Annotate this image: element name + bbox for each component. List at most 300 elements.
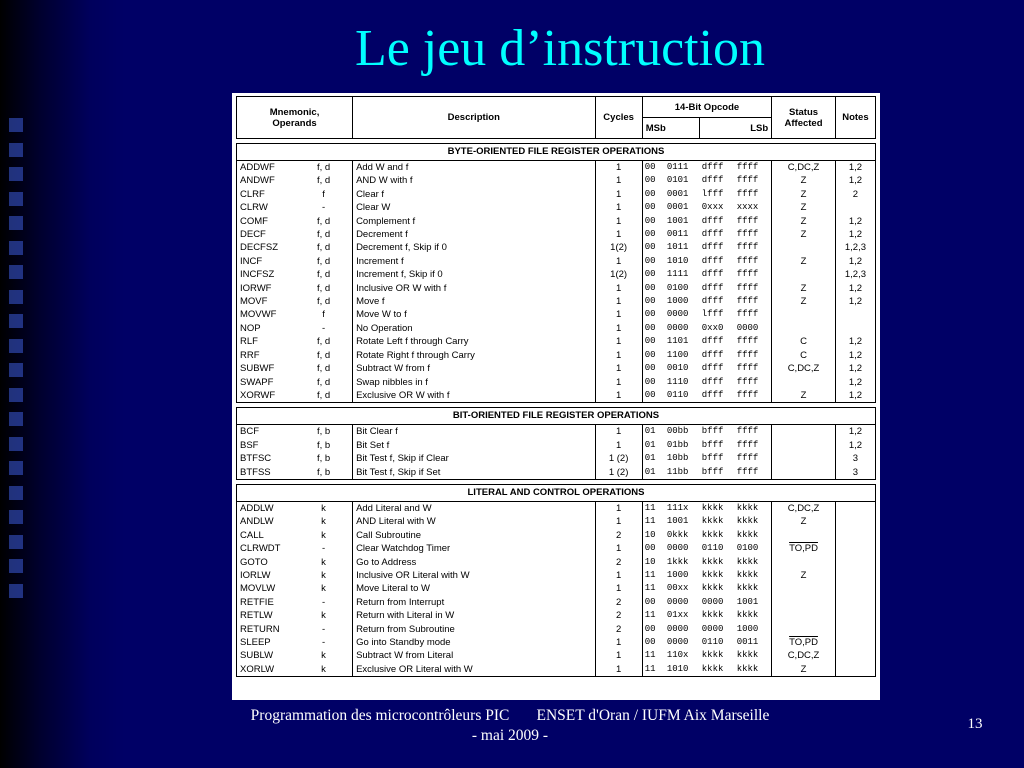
decor-square — [9, 192, 23, 206]
status-cell: Z — [772, 282, 836, 295]
status-cell — [772, 439, 836, 452]
status-cell: Z — [772, 295, 836, 308]
operands-cell: f, d — [295, 174, 353, 187]
cycles-cell: 1 — [595, 569, 642, 582]
notes-cell: 1,2 — [835, 362, 875, 375]
status-cell — [772, 582, 836, 595]
description-cell: Move f — [353, 295, 595, 308]
notes-cell — [835, 529, 875, 542]
opcode-msb-cell: 00 — [644, 596, 656, 607]
opcode-cell: kkkk — [701, 556, 724, 567]
notes-cell: 1,2 — [835, 376, 875, 389]
cycles-cell: 1 — [595, 425, 642, 439]
opcode-cell: 00xx — [666, 583, 689, 594]
opcode-cell: 0xx0 — [701, 322, 724, 333]
notes-cell: 1,2 — [835, 295, 875, 308]
opcode-cell: 0000 — [666, 309, 689, 320]
notes-cell — [835, 515, 875, 528]
opcode-lsb-cell: ffff — [735, 188, 772, 201]
table-row — [237, 268, 876, 281]
opcode-cell: kkkk — [701, 516, 724, 527]
section-header-row — [237, 408, 876, 425]
decor-square — [9, 584, 23, 598]
slide-footer — [160, 706, 860, 746]
table-row — [237, 609, 876, 622]
opcode-cell: 1001 — [666, 215, 689, 226]
decor-square — [9, 412, 23, 426]
mnemonic-cell: XORLW — [237, 663, 296, 677]
description-cell: Bit Test f, Skip if Set — [353, 466, 595, 480]
status-cell — [772, 623, 836, 636]
opcode-cell: 1010 — [665, 663, 700, 677]
opcode-msb-cell: 00 — [644, 376, 656, 387]
footer-line-2: - mai 2009 - — [471, 727, 549, 744]
header-lsb: LSb — [700, 118, 772, 139]
table-row — [237, 466, 876, 480]
opcode-msb-cell: 01 — [644, 439, 656, 450]
opcode-lsb-cell: ffff — [735, 425, 772, 439]
table-row — [237, 362, 876, 375]
status-cell — [772, 529, 836, 542]
description-cell: Swap nibbles in f — [353, 376, 595, 389]
operands-cell: f, d — [295, 228, 353, 241]
opcode-cell: dfff — [701, 336, 724, 347]
table-row — [237, 542, 876, 555]
opcode-msb-cell: 11 — [642, 663, 665, 677]
opcode-lsb-cell: ffff — [735, 228, 772, 241]
description-cell: Go to Address — [353, 556, 595, 569]
notes-cell — [835, 596, 875, 609]
opcode-lsb-cell: kkkk — [735, 609, 772, 622]
opcode-lsb-cell: kkkk — [735, 501, 772, 515]
table-row — [237, 663, 876, 677]
opcode-cell: 0000 — [666, 543, 689, 554]
opcode-msb-cell: 00 — [644, 215, 656, 226]
notes-cell: 1,2 — [835, 228, 875, 241]
table-row — [237, 282, 876, 295]
notes-cell: 1,2 — [835, 255, 875, 268]
opcode-lsb-cell: ffff — [735, 452, 772, 465]
description-cell: Add Literal and W — [353, 501, 595, 515]
operands-cell: f, d — [295, 376, 353, 389]
mnemonic-cell: SUBLW — [237, 649, 296, 662]
opcode-cell: 00bb — [666, 426, 689, 437]
operands-cell: f, d — [295, 268, 353, 281]
decor-square — [9, 290, 23, 304]
header-mnemonic-label: Mnemonic, — [269, 106, 320, 118]
mnemonic-cell: RETURN — [237, 623, 296, 636]
cycles-cell: 1 — [595, 228, 642, 241]
opcode-cell: kkkk — [701, 650, 724, 661]
operands-cell: f, d — [295, 215, 353, 228]
opcode-cell: 1100 — [666, 349, 689, 360]
cycles-cell: 1 — [595, 389, 642, 403]
decor-square — [9, 265, 23, 279]
mnemonic-cell: COMF — [237, 215, 296, 228]
cycles-cell: 1 — [595, 188, 642, 201]
mnemonic-cell: MOVLW — [237, 582, 296, 595]
notes-cell: 2 — [835, 188, 875, 201]
header-description: Description — [353, 97, 595, 139]
header-affected-label: Affected — [784, 117, 823, 129]
opcode-cell: bfff — [701, 453, 724, 464]
opcode-cell: lfff — [701, 188, 724, 199]
opcode-lsb-cell: ffff — [735, 335, 772, 348]
opcode-cell: 0000 — [666, 596, 689, 607]
mnemonic-cell: INCFSZ — [237, 268, 296, 281]
status-cell — [772, 466, 836, 480]
opcode-cell: 1011 — [666, 242, 689, 253]
opcode-lsb-cell: ffff — [735, 241, 772, 254]
description-cell: Return from Interrupt — [353, 596, 595, 609]
opcode-cell: 11bb — [665, 466, 700, 480]
operands-cell: k — [295, 582, 353, 595]
opcode-cell: 0xxx — [701, 202, 724, 213]
cycles-cell: 1 — [595, 663, 642, 677]
cycles-cell: 1 — [595, 295, 642, 308]
table-row — [237, 569, 876, 582]
status-cell: C,DC,Z — [772, 161, 836, 175]
description-cell: Bit Set f — [353, 439, 595, 452]
operands-cell: f, d — [295, 389, 353, 403]
description-cell: Add W and f — [353, 161, 595, 175]
opcode-cell: dfff — [701, 215, 724, 226]
table-row — [237, 255, 876, 268]
description-cell: Move W to f — [353, 308, 595, 321]
notes-cell — [835, 501, 875, 515]
slide-title: Le jeu d’instruction — [354, 20, 766, 77]
cycles-cell: 2 — [595, 596, 642, 609]
cycles-cell: 1 — [595, 501, 642, 515]
decor-square — [9, 437, 23, 451]
opcode-cell: 10bb — [666, 453, 689, 464]
opcode-cell: 0000 — [666, 322, 689, 333]
opcode-msb-cell: 11 — [644, 569, 656, 580]
cycles-cell: 1(2) — [595, 241, 642, 254]
status-cell: Z — [772, 663, 836, 677]
notes-cell: 1,2 — [835, 215, 875, 228]
status-cell: TO,PD — [772, 636, 836, 649]
operands-cell: f, b — [295, 425, 353, 439]
description-cell: Clear Watchdog Timer — [353, 542, 595, 555]
opcode-lsb-cell: ffff — [735, 389, 772, 403]
opcode-lsb-cell: 0011 — [735, 636, 772, 649]
description-cell: Increment f, Skip if 0 — [353, 268, 595, 281]
status-cell: C,DC,Z — [772, 649, 836, 662]
instruction-set-table — [236, 96, 876, 677]
opcode-cell: kkkk — [701, 529, 724, 540]
decor-square — [9, 535, 23, 549]
opcode-cell: 110x — [666, 650, 689, 661]
opcode-cell: dfff — [701, 363, 724, 374]
operands-cell: f, d — [295, 282, 353, 295]
opcode-msb-cell: 00 — [644, 282, 656, 293]
decor-square — [9, 167, 23, 181]
opcode-cell: lfff — [701, 309, 724, 320]
opcode-msb-cell: 11 — [644, 650, 656, 661]
cycles-cell: 2 — [595, 556, 642, 569]
mnemonic-cell: BTFSC — [237, 452, 296, 465]
operands-cell: f, b — [295, 452, 353, 465]
decor-square — [9, 559, 23, 573]
opcode-msb-cell: 11 — [644, 516, 656, 527]
notes-cell — [835, 322, 875, 335]
opcode-cell: 0000 — [701, 596, 724, 607]
opcode-cell: 0kkk — [666, 529, 689, 540]
opcode-cell: dfff — [701, 376, 724, 387]
opcode-msb-cell: 00 — [644, 202, 656, 213]
mnemonic-cell: RRF — [237, 349, 296, 362]
section-header-row — [237, 484, 876, 501]
table-row — [237, 439, 876, 452]
notes-cell: 1,2,3 — [835, 268, 875, 281]
opcode-cell: dfff — [701, 255, 724, 266]
opcode-cell: dfff — [701, 162, 724, 172]
mnemonic-cell: BSF — [237, 439, 296, 452]
cycles-cell: 1 — [595, 439, 642, 452]
opcode-cell: dfff — [701, 296, 724, 307]
opcode-cell: 1000 — [666, 569, 689, 580]
status-cell: TO,PD — [772, 542, 836, 555]
opcode-cell: dfff — [701, 229, 724, 240]
notes-cell — [835, 201, 875, 214]
operands-cell: f, b — [295, 439, 353, 452]
opcode-msb-cell: 00 — [644, 162, 656, 172]
opcode-cell: kkkk — [700, 663, 735, 677]
description-cell: AND W with f — [353, 174, 595, 187]
status-cell: Z — [772, 174, 836, 187]
table-row — [237, 215, 876, 228]
description-cell: Return from Subroutine — [353, 623, 595, 636]
opcode-cell: 0110 — [701, 543, 724, 554]
opcode-cell: 1110 — [666, 376, 689, 387]
notes-cell: 1,2,3 — [835, 241, 875, 254]
mnemonic-cell: ANDLW — [237, 515, 296, 528]
table-row — [237, 201, 876, 214]
cycles-cell: 1 — [595, 201, 642, 214]
cycles-cell: 1 — [595, 335, 642, 348]
cycles-cell: 1 — [595, 582, 642, 595]
notes-cell — [835, 308, 875, 321]
table-row — [237, 241, 876, 254]
opcode-cell: dfff — [701, 282, 724, 293]
page-number: 13 — [967, 716, 983, 732]
notes-cell: 1,2 — [835, 389, 875, 403]
operands-cell: k — [295, 529, 353, 542]
section-title: LITERAL AND CONTROL OPERATIONS — [237, 484, 876, 501]
mnemonic-cell: DECFSZ — [237, 241, 296, 254]
opcode-lsb-cell: ffff — [735, 376, 772, 389]
opcode-cell: 0110 — [665, 389, 700, 403]
status-cell: C — [772, 335, 836, 348]
operands-cell: - — [295, 636, 353, 649]
operands-cell: f, d — [295, 349, 353, 362]
opcode-lsb-cell: ffff — [735, 174, 772, 187]
opcode-cell: dfff — [701, 349, 724, 360]
notes-cell: 1,2 — [835, 161, 875, 175]
opcode-lsb-cell: ffff — [735, 255, 772, 268]
opcode-lsb-cell: 0000 — [735, 322, 772, 335]
mnemonic-cell: NOP — [237, 322, 296, 335]
status-cell — [772, 556, 836, 569]
opcode-msb-cell: 10 — [644, 556, 656, 567]
table-row — [237, 376, 876, 389]
mnemonic-cell: RETFIE — [237, 596, 296, 609]
opcode-cell: 1kkk — [666, 556, 689, 567]
opcode-msb-cell: 11 — [644, 610, 656, 621]
opcode-cell: 0000 — [666, 623, 689, 634]
status-cell — [772, 425, 836, 439]
operands-cell: k — [295, 556, 353, 569]
mnemonic-cell: BCF — [237, 425, 296, 439]
opcode-lsb-cell: ffff — [735, 466, 772, 480]
description-cell: Bit Clear f — [353, 425, 595, 439]
opcode-lsb-cell: 1000 — [735, 623, 772, 636]
opcode-lsb-cell: ffff — [735, 362, 772, 375]
opcode-msb-cell: 00 — [644, 188, 656, 199]
mnemonic-cell: INCF — [237, 255, 296, 268]
cycles-cell: 1 (2) — [595, 466, 642, 480]
decor-square — [9, 388, 23, 402]
cycles-cell: 2 — [595, 609, 642, 622]
notes-cell: 1,2 — [835, 282, 875, 295]
opcode-cell: 1101 — [666, 336, 689, 347]
cycles-cell: 1 — [595, 636, 642, 649]
header-mnemonic — [237, 97, 353, 139]
status-cell: C,DC,Z — [772, 501, 836, 515]
description-cell: Exclusive OR W with f — [353, 389, 595, 403]
opcode-cell: 111x — [666, 502, 689, 513]
opcode-msb-cell: 01 — [644, 453, 656, 464]
decor-square — [9, 241, 23, 255]
notes-cell — [835, 542, 875, 555]
notes-cell — [835, 569, 875, 582]
operands-cell: f — [295, 188, 353, 201]
opcode-msb-cell: 00 — [644, 242, 656, 253]
status-cell — [772, 376, 836, 389]
opcode-cell: 0011 — [666, 229, 689, 240]
opcode-msb-cell: 00 — [644, 229, 656, 240]
opcode-lsb-cell: ffff — [735, 349, 772, 362]
description-cell: Bit Test f, Skip if Clear — [353, 452, 595, 465]
decor-square — [9, 118, 23, 132]
description-cell: Call Subroutine — [353, 529, 595, 542]
status-cell: Z — [772, 215, 836, 228]
opcode-lsb-cell: kkkk — [735, 569, 772, 582]
mnemonic-cell: CLRW — [237, 201, 296, 214]
operands-cell: - — [295, 623, 353, 636]
opcode-lsb-cell: kkkk — [735, 649, 772, 662]
cycles-cell: 1 — [595, 282, 642, 295]
cycles-cell: 1 — [595, 255, 642, 268]
opcode-cell: dfff — [701, 175, 724, 186]
notes-cell: 1,2 — [835, 425, 875, 439]
opcode-lsb-cell: kkkk — [735, 556, 772, 569]
opcode-lsb-cell: 0100 — [735, 542, 772, 555]
mnemonic-cell: MOVF — [237, 295, 296, 308]
status-cell: Z — [772, 188, 836, 201]
decor-square — [9, 216, 23, 230]
cycles-cell: 1 — [595, 308, 642, 321]
opcode-cell: 1001 — [666, 516, 689, 527]
mnemonic-cell: ADDWF — [237, 161, 296, 175]
description-cell: AND Literal with W — [353, 515, 595, 528]
mnemonic-cell: XORWF — [237, 389, 296, 403]
status-cell — [772, 609, 836, 622]
operands-cell: - — [295, 322, 353, 335]
opcode-lsb-cell: ffff — [735, 215, 772, 228]
table-row — [237, 161, 876, 175]
mnemonic-cell: CLRWDT — [237, 542, 296, 555]
mnemonic-cell: SWAPF — [237, 376, 296, 389]
table-row — [237, 174, 876, 187]
opcode-msb-cell: 00 — [644, 543, 656, 554]
opcode-cell: 0110 — [701, 637, 724, 647]
opcode-msb-cell: 01 — [642, 466, 665, 480]
opcode-cell: kkkk — [701, 610, 724, 621]
header-cycles: Cycles — [595, 97, 642, 139]
operands-cell: - — [295, 596, 353, 609]
opcode-cell: kkkk — [701, 583, 724, 594]
opcode-lsb-cell: 1001 — [735, 596, 772, 609]
status-cell: Z — [772, 515, 836, 528]
table-row — [237, 596, 876, 609]
description-cell: Clear f — [353, 188, 595, 201]
opcode-lsb-cell: ffff — [735, 439, 772, 452]
decor-square — [9, 510, 23, 524]
opcode-lsb-cell: ffff — [735, 308, 772, 321]
header-notes: Notes — [835, 97, 875, 139]
notes-cell — [835, 663, 875, 677]
opcode-cell: 0100 — [666, 282, 689, 293]
decor-square — [9, 363, 23, 377]
status-cell — [772, 322, 836, 335]
notes-cell: 3 — [835, 452, 875, 465]
cycles-cell: 2 — [595, 623, 642, 636]
operands-cell: k — [295, 569, 353, 582]
opcode-cell: dfff — [701, 242, 724, 253]
table-row — [237, 649, 876, 662]
description-cell: Rotate Right f through Carry — [353, 349, 595, 362]
opcode-lsb-cell: ffff — [735, 161, 772, 175]
header-operands-label: Operands — [272, 117, 317, 129]
operands-cell: k — [295, 609, 353, 622]
mnemonic-cell: GOTO — [237, 556, 296, 569]
notes-cell — [835, 609, 875, 622]
cycles-cell: 1 — [595, 542, 642, 555]
opcode-msb-cell: 00 — [644, 637, 656, 647]
opcode-cell: 0000 — [701, 623, 724, 634]
notes-cell: 3 — [835, 466, 875, 480]
cycles-cell: 1 — [595, 362, 642, 375]
table-row — [237, 188, 876, 201]
cycles-cell: 1 — [595, 174, 642, 187]
opcode-cell: 0000 — [666, 637, 689, 647]
section-title: BIT-ORIENTED FILE REGISTER OPERATIONS — [237, 408, 876, 425]
instruction-table-panel — [232, 93, 880, 700]
notes-cell — [835, 649, 875, 662]
opcode-msb-cell: 11 — [644, 502, 656, 513]
opcode-cell: bfff — [701, 426, 724, 437]
opcode-cell: kkkk — [701, 569, 724, 580]
table-row — [237, 425, 876, 439]
table-row — [237, 389, 876, 403]
decor-square — [9, 314, 23, 328]
opcode-msb-cell: 10 — [644, 529, 656, 540]
mnemonic-cell: CALL — [237, 529, 296, 542]
opcode-lsb-cell: ffff — [735, 295, 772, 308]
description-cell: Increment f — [353, 255, 595, 268]
